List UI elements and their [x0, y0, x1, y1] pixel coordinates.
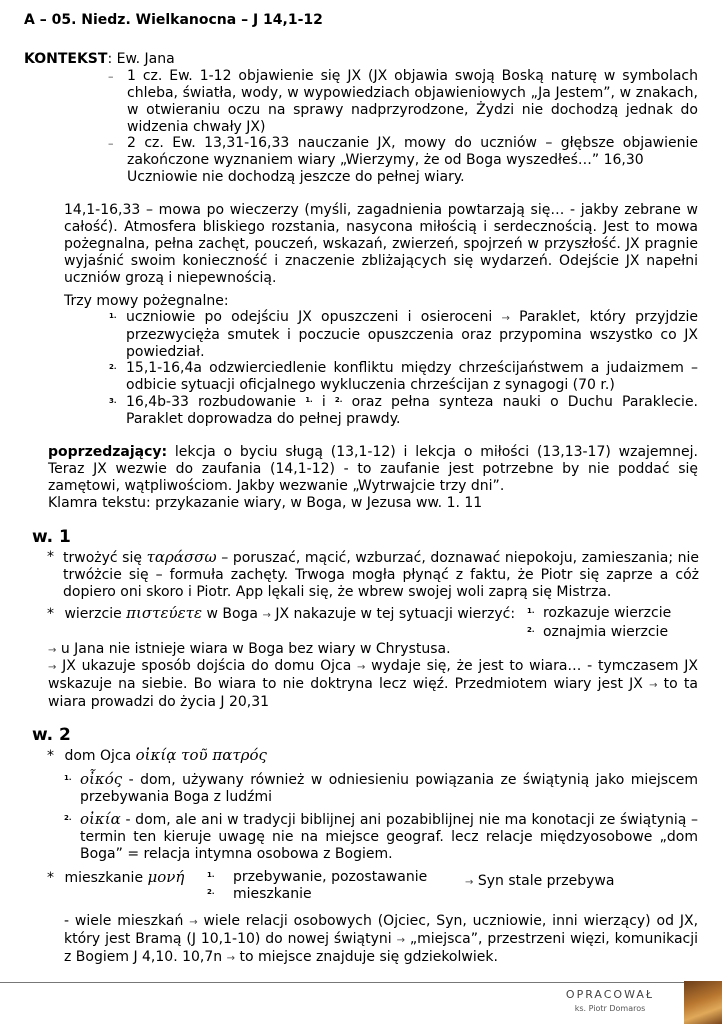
footer-title: OPRACOWAŁ: [565, 988, 655, 1001]
greek-term: ταράσσω: [146, 548, 217, 566]
farewell-text: oraz pełna synteza nauki o Duchu Paraklecie. Paraklet doprowadza do pełnej prawdy.: [126, 394, 699, 427]
bullet: *: [47, 748, 54, 764]
note-text: wydaje się, że jest to wiara… - tymczasem JX wskazuje na siebie. Bo wiara to nie doktryna lecz więź. Przedmiotem wiary jest JX: [48, 658, 699, 692]
w2-option-1: [207, 869, 427, 886]
w2-result: [465, 873, 614, 891]
note-text: u Jana nie istnieje wiara w Boga bez wiary w Chrystusa.: [60, 641, 451, 657]
footer-logo-image: [684, 981, 722, 1024]
w2-sub-2: [64, 811, 698, 863]
greek-term: οἰκία: [80, 810, 121, 828]
w2-term: mieszkanie: [64, 870, 144, 886]
w2-item-2: [47, 869, 184, 887]
page-title: A – 05. Niedz. Wielkanocna – J 14,1-12: [24, 12, 323, 28]
item-number: 1.: [64, 774, 72, 782]
w1-option-2: [527, 624, 668, 641]
w1-note-1: [48, 641, 451, 659]
arrow-icon: →: [396, 935, 405, 946]
final-text: - wiele mieszkań: [64, 913, 184, 929]
footer-divider: [0, 982, 722, 983]
w2-option-2: [207, 886, 312, 903]
item-number: 2.: [64, 814, 72, 822]
w1-item-2: [47, 605, 515, 624]
final-text: to miejsce znajduje się gdziekolwiek.: [239, 949, 498, 965]
item-number: 2.: [207, 888, 215, 896]
dash-bullet: –: [108, 70, 114, 83]
greek-term: μονή: [147, 868, 185, 886]
farewell-text: 16,4b-33 rozbudowanie: [126, 394, 297, 410]
farewell-item-1: [109, 309, 698, 361]
section-heading-w1: w. 1: [32, 527, 71, 547]
w2-text: - dom, używany również w odniesieniu powiązania ze świątynią jako miejscem przebywania Boga z ludźmi: [80, 772, 698, 805]
section-heading-w2: w. 2: [32, 725, 71, 745]
arrow-icon: →: [465, 877, 474, 888]
arrow-icon: →: [189, 917, 198, 928]
arrow-icon: →: [262, 610, 271, 621]
intro-paragraph: 14,1-16,33 – mowa po wieczerzy (myśli, zagadnienia powtarzają się… - jakby zebrane w całość). Atmosfera bliskiego rozstania, nasycona miłością i serdecznością. Jest to mowa pożegnalna, pełna zachęt, pouczeń, wskazań, zwierzeń, spojrzeń w przyszłość. JX pragnie wyjaśnić swoim konieczność i znaczenie zbliżających się wydarzeń. Odejście JX napełni uczniów grozą i niepewnością.: [64, 202, 698, 286]
w1-option-1: [527, 605, 671, 622]
preceding-paragraph: [48, 444, 698, 495]
w2-final-paragraph: [64, 913, 698, 967]
w1-term: wierzcie: [64, 606, 122, 622]
item-number: 2.: [109, 363, 117, 371]
item-number: 2.: [527, 626, 535, 634]
context-item-1: [110, 68, 698, 136]
w2-item-1: [47, 747, 267, 765]
footer-author: ks. Piotr Domaros: [574, 1004, 646, 1013]
context-note: Uczniowie nie dochodzą jeszcze do pełnej wiary.: [127, 169, 465, 185]
farewell-item-3: [109, 394, 698, 428]
arrow-icon: →: [48, 662, 57, 673]
bullet: *: [47, 870, 54, 886]
w2-text: - dom, ale ani w tradycji biblijnej ani pozabiblijnej nie ma konotacji ze świątynią – termin ten kieruje uwagę nie na miejsce geograf. lecz relacje międzyosobowe „dom Boga” = relacja intymna osobowa z Bogiem.: [80, 812, 699, 862]
context-item-text: 2 cz. Ew. 13,31-16,33 nauczanie JX, mowy do uczniów – głębsze objawienie zakończone wyznaniem wiary „Wierzymy, że od Boga wyszedłeś…” 16,30: [127, 135, 698, 168]
ref-number: 2.: [334, 396, 343, 404]
arrow-icon: →: [48, 645, 57, 656]
greek-term: πιστεύετε: [126, 604, 203, 622]
context-line: [24, 51, 175, 68]
w2-sub-1: [64, 771, 698, 806]
note-text: JX ukazuje sposób dojścia do domu Ojca: [62, 658, 352, 674]
greek-term: οἶκός: [80, 770, 123, 788]
w1-text: – poruszać, mącić, wzburzać, doznawać niepokoju, zamieszania; nie trwóżcie się – formuła zachęty. Trwoga mogła płynąć z faktu, że Piotr się zaprze a cóż dopiero oni skoro i Piotr. App lękali się, że wbrew swojej woli zaprą się Mistrza.: [63, 550, 700, 600]
greek-term: οἰκίᾳ τοῦ πατρός: [135, 746, 267, 764]
w2-term: dom Ojca: [64, 748, 132, 764]
klamra-line: Klamra tekstu: przykazanie wiary, w Boga, w Jezusa ww. 1. 11: [48, 495, 483, 511]
arrow-icon: →: [226, 953, 235, 964]
w1-text: w Boga: [206, 606, 259, 622]
option-text: oznajmia wierzcie: [542, 624, 669, 640]
context-item-2: [110, 135, 698, 169]
arrow-icon: →: [357, 662, 366, 673]
item-number: 1.: [207, 871, 215, 879]
arrow-icon: →: [649, 680, 658, 691]
item-number: 3.: [109, 397, 117, 405]
farewell-text: uczniowie po odejściu JX opuszczeni i osieroceni: [126, 309, 493, 325]
final-text: od JX, który jest Bramą (J 10,1-10) do nowej świątyni: [64, 913, 699, 947]
preceding-text: lekcja o byciu sługą (13,1-12) i lekcja o miłości (13,13-17) wzajemnej. Teraz JX wezwie do zaufania (14,1-12) - to zaufanie jest potrzebne by nie poddać się zamętowi, wątpliwościom. Jakby wezwanie „Wytrwajcie trzy dni”.: [48, 444, 698, 494]
farewell-text: Paraklet, który przyjdzie przezwycięża smutek i poczucie opuszczenia oraz przypomina wszystko co JX powiedział.: [126, 309, 699, 360]
ref-number: 1.: [305, 396, 313, 404]
option-text: mieszkanie: [232, 886, 312, 902]
bullet: *: [47, 549, 54, 565]
farewell-text: i: [321, 394, 326, 410]
option-text: przebywanie, pozostawanie: [232, 869, 428, 885]
context-source: : Ew. Jana: [107, 51, 175, 67]
item-number: 1.: [109, 312, 117, 320]
dash-bullet: –: [108, 137, 114, 150]
w1-item-1: [47, 549, 699, 601]
result-text: Syn stale przebywa: [477, 873, 615, 889]
final-text: wiele relacji osobowych (Ojciec, Syn, uczniowie, inni wierzący): [203, 913, 651, 929]
farewell-item-2: [109, 360, 698, 394]
context-item-text: 1 cz. Ew. 1-12 objawienie się JX (JX objawia swoją Boską naturę w symbolach chleba, światła, wody, w wypowiedziach objawieniowych „Ja Jestem”, w znakach, w otwieraniu oczu na sprawy nadprzyrodzone, Żydzi nie dochodzą jednak do widzenia chwały JX): [127, 68, 698, 135]
arrow-icon: →: [501, 313, 510, 324]
farewell-title: Trzy mowy pożegnalne:: [64, 293, 229, 309]
farewell-text: 15,1-16,4a odzwierciedlenie konfliktu między chrześcijaństwem a judaizmem – odbicie sytuacji oficjalnego wykluczenia chrześcijan z synagogi (70 r.): [126, 360, 698, 393]
preceding-label: poprzedzający:: [48, 444, 168, 460]
context-label: KONTEKST: [24, 51, 108, 67]
note-text: to ta wiara prowadzi do życia J 20,31: [48, 676, 698, 710]
final-text: „miejsca”, przestrzeni więzi, komunikacji z Bogiem J 4,10. 10,7n: [64, 931, 698, 965]
option-text: rozkazuje wierzcie: [542, 605, 672, 621]
item-number: 1.: [527, 607, 535, 615]
bullet: *: [47, 606, 54, 622]
w1-term: trwożyć się: [63, 550, 142, 566]
w1-note-2: [48, 658, 698, 711]
w1-text: JX nakazuje w tej sytuacji wierzyć:: [275, 606, 516, 622]
